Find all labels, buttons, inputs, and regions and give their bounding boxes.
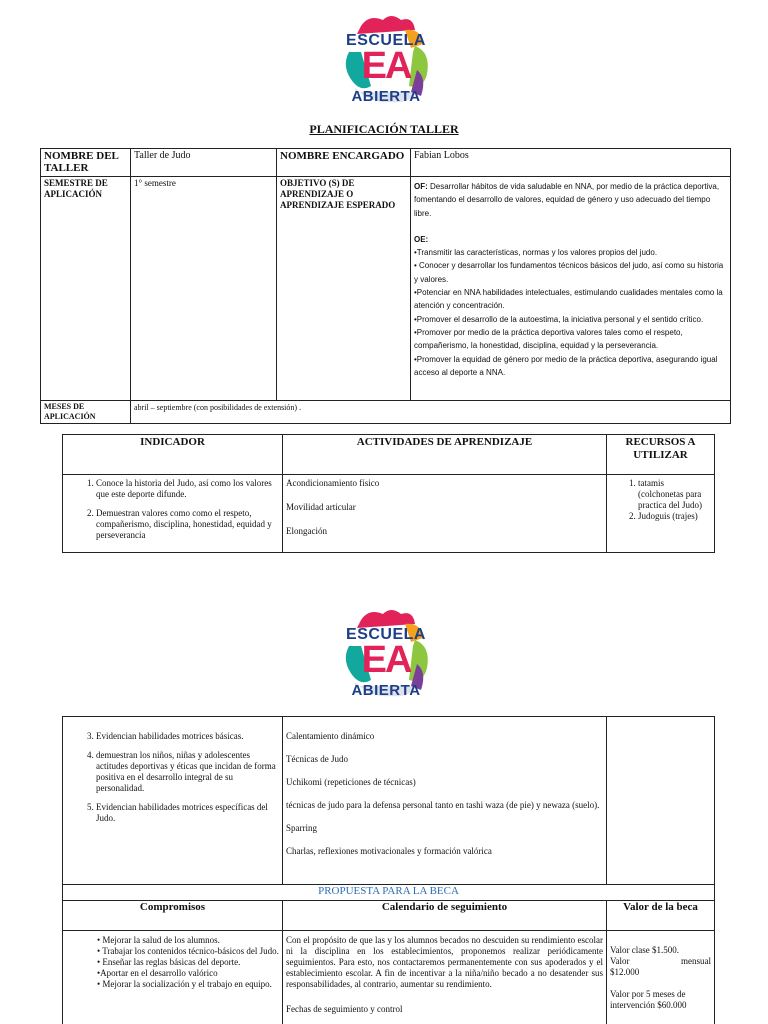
valor-mensual-monto: $12.000 [610, 967, 640, 977]
escuela-abierta-logo [331, 606, 441, 702]
oe-item: •Promover el desarrollo de la autoestima, la iniciativa personal y el sentido crítico. [414, 314, 704, 324]
objetivos-cell [411, 177, 731, 401]
valor-total: Valor por 5 meses de intervención $60.000 [610, 989, 687, 1010]
actividad-item: Charlas, reflexiones motivacionales y formación valórica [286, 846, 492, 856]
oe-label: OE: [414, 234, 429, 244]
label-objetivo: OBJETIVO (S) DE APRENDIZAJE O APRENDIZAJE ESPERADO [277, 177, 411, 401]
calendario-cell [283, 931, 607, 1024]
compromiso-item: • Enseñar las reglas básicas del deporte. [97, 957, 241, 967]
recurso-item: 1. tatamis (colchonetas para practica del Judo) [638, 478, 711, 511]
indicadores-cell [63, 475, 283, 553]
recursos-cell [607, 717, 715, 885]
of-text: Desarrollar hábitos de vida saludable en NNA, por medio de la práctica deportiva, fomentando el desarrollo de valores, equidad de género y uso adecuado del tiempo libre. [414, 182, 720, 218]
actividad-item: Acondicionamiento físico [286, 478, 380, 488]
indicador-item: 3. Evidencian habilidades motrices básicas. [96, 731, 279, 742]
actividad-item: Técnicas de Judo [286, 754, 348, 764]
valor-mensual-label-a: Valor [610, 956, 630, 966]
oe-item: •Promover la equidad de género por medio de la práctica deportiva, asegurando igual acceso al deporte a NNA. [414, 354, 718, 377]
objetivo-general [414, 180, 727, 220]
actividades-cell [283, 717, 607, 885]
calendario-text: Con el propósito de que las y los alumnos becados no descuiden su rendimiento escolar ni la disciplina en los establecimientos, proponemos realizar periódicamente seguimientos. Para esto, nos contactaremos permanentemente con sus apoderados y el establecimiento escolar. A fin de incentivar a la niña/niño becado a no desatender sus responsabilidades, al contrario, aumentar su rendimiento. [286, 935, 603, 989]
plan-beca-table [62, 716, 715, 1024]
indicador-item: 4. demuestran los niños, niñas y adolescentes actitudes deportivas y éticas que incidan de forma positiva en el desarrollo integral de su personalidad. [96, 750, 279, 794]
recurso-item: 2. Judoguis (trajes) [638, 511, 711, 522]
actividad-item: Uchikomi (repeticiones de técnicas) [286, 777, 416, 787]
header-compromisos: Compromisos [63, 901, 283, 931]
value-semestre: 1° semestre [131, 177, 277, 401]
header-actividades: ACTIVIDADES DE APRENDIZAJE [283, 435, 607, 475]
oe-item: • Conocer y desarrollar los fundamentos técnicos básicos del judo, así como su historia y valores. [414, 261, 724, 284]
label-semestre: SEMESTRE DE APLICACIÓN [41, 177, 131, 401]
logo-word-ea: EA [361, 639, 411, 681]
beca-title: PROPUESTA PARA LA BECA [63, 885, 715, 901]
valor-clase: Valor clase $1.500. [610, 945, 679, 955]
info-table [40, 148, 731, 424]
of-label: OF: [414, 182, 428, 191]
actividad-item: Calentamiento dinámico [286, 731, 375, 741]
compromiso-item: • Trabajar los contenidos técnico-básicos del Judo. [97, 946, 279, 956]
header-calendario: Calendario de seguimiento [283, 901, 607, 931]
plan-table [62, 434, 715, 553]
header-indicador: INDICADOR [63, 435, 283, 475]
compromisos-cell [63, 931, 283, 1024]
indicador-item: 5. Evidencian habilidades motrices específicas del Judo. [96, 802, 279, 824]
actividad-item: Movilidad articular [286, 502, 356, 512]
oe-item: •Transmitir las características, normas y los valores propios del judo. [414, 248, 658, 258]
indicadores-cell [63, 717, 283, 885]
compromiso-item: • Mejorar la salud de los alumnos. [97, 935, 220, 945]
logo-word-abierta: ABIERTA [351, 88, 421, 105]
actividad-item: Elongación [286, 526, 327, 536]
valor-mensual [610, 956, 711, 967]
compromiso-item: •Aportar en el desarrollo valórico [97, 968, 218, 978]
value-nombre-taller: Taller de Judo [131, 149, 277, 177]
escuela-abierta-logo [331, 12, 441, 108]
compromiso-item: • Mejorar la socialización y el trabajo en equipo. [97, 979, 272, 989]
header-valor: Valor de la beca [607, 901, 715, 931]
indicador-item: 1. Conoce la historia del Judo, así como los valores que este deporte difunde. [96, 478, 279, 500]
value-meses: abril – septiembre (con posibilidades de extensión) . [131, 401, 731, 424]
page-title: PLANIFICACIÓN TALLER [309, 122, 459, 136]
oe-item: •Promover por medio de la práctica deportiva valores tales como el respeto, compañerismo, la honestidad, disciplina, equidad y la perseverancia. [414, 327, 683, 351]
logo-word-escuela: ESCUELA [346, 626, 426, 643]
header-recursos: RECURSOS A UTILIZAR [607, 435, 715, 475]
label-encargado: NOMBRE ENCARGADO [277, 149, 411, 177]
actividad-item: técnicas de judo para la defensa personal tanto en tashi waza (de pie) y newaza (suelo). [286, 800, 600, 810]
logo-word-abierta: ABIERTA [351, 682, 421, 699]
recursos-cell [607, 475, 715, 553]
actividad-item: Sparring [286, 823, 317, 833]
label-nombre-taller: NOMBRE DEL TALLER [41, 149, 131, 177]
fechas-label: Fechas de seguimiento y control [286, 1004, 403, 1014]
indicador-item: 2. Demuestran valores como como el respeto, compañerismo, disciplina, honestidad, equidad y perseverancia [96, 508, 279, 541]
oe-item: •Potenciar en NNA habilidades intelectuales, estimulando cualidades mentales como la atención y concentración. [414, 288, 723, 311]
actividades-cell [283, 475, 607, 553]
value-encargado: Fabian Lobos [411, 149, 731, 177]
logo-word-escuela: ESCUELA [346, 32, 426, 49]
valor-cell [607, 931, 715, 1024]
valor-mensual-label-b: mensual [681, 956, 711, 966]
label-meses: MESES DE APLICACIÓN [41, 401, 131, 424]
logo-word-ea: EA [361, 45, 411, 87]
